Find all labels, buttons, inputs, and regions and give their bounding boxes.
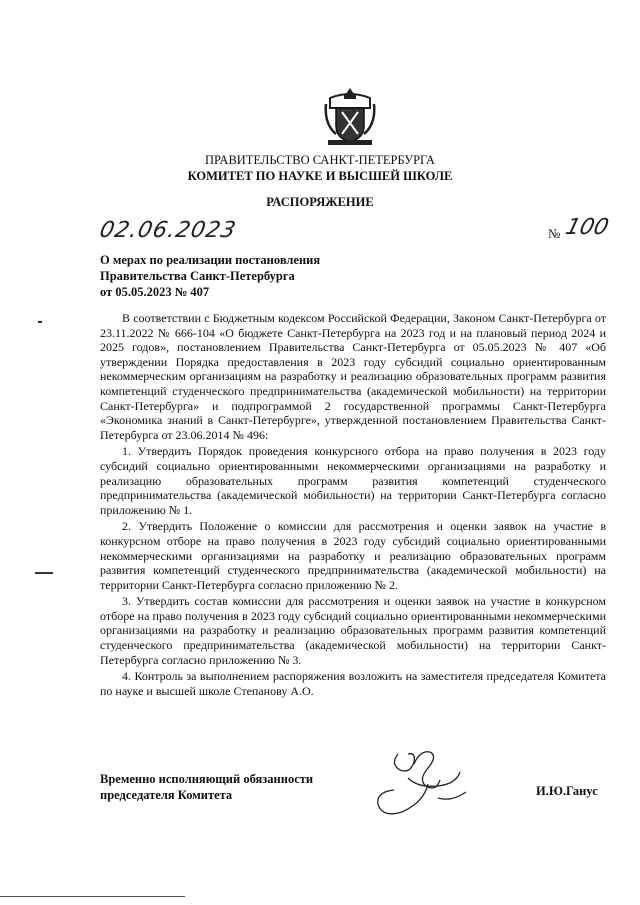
document-type-title: РАСПОРЯЖЕНИЕ bbox=[266, 195, 374, 209]
item-paragraph: 2. Утвердить Положение о комиссии для рассмотрения и оценки заявок на участие в конкурсном отборе на право получения в 2023 году субсидий социально ориентированными некоммерческими организациями на разработку и реализацию образовательных программ развития компетенций студенческого предпринимательства (академической мобильности) на территории Санкт-Петербурга согласно приложению № 2. bbox=[100, 519, 606, 592]
subject-line: Правительства Санкт-Петербурга bbox=[100, 269, 295, 283]
item-paragraph: 3. Утвердить состав комиссии для рассмотрения и оценки заявок на участие в конкурсном отборе на право получения в 2023 году субсидий социально ориентированными некоммерческими организациями на разработку и реализацию образовательных программ развития компетенций студенческого предпринимательства (академической мобильности) на территории Санкт-Петербурга согласно приложению № 3. bbox=[100, 594, 606, 667]
government-title: ПРАВИТЕЛЬСТВО САНКТ-ПЕТЕРБУРГА bbox=[205, 153, 435, 167]
position-line: Временно исполняющий обязанности bbox=[100, 772, 314, 786]
subject-line: О мерах по реализации постановления bbox=[100, 253, 321, 267]
handwritten-number: 100 bbox=[562, 215, 612, 240]
scan-edge-line bbox=[0, 896, 185, 897]
item-paragraph: 4. Контроль за выполнением распоряжения возложить на заместителя председателя Комитета по науке и высшей школе Степанову А.О. bbox=[100, 669, 606, 698]
intro-paragraph: В соответствии с Бюджетным кодексом Российской Федерации, Законом Санкт-Петербурга от 23.11.2022 № 666-104 «О бюджете Санкт-Петербурга на 2023 год и на плановый период 2024 и 2025 годов», постановлением Правительства Санкт-Петербурга от 05.05.2023 № 407 «Об утверждении Порядка предоставления в 2023 году субсидий социально ориентированным некоммерческим организациям на разработку и реализацию образовательных программ развития компетенций студенческого предпринимательства (академической мобильности) на территории Санкт-Петербурга» и подпрограммой 2 государственной программы Санкт-Петербурга «Экономика знаний в Санкт-Петербурге», утвержденной постановлением Правительства Санкт-Петербурга от 23.06.2014 № 496: bbox=[100, 311, 606, 442]
signatory-name: И.Ю.Ганус bbox=[536, 784, 598, 798]
subject-line: от 05.05.2023 № 407 bbox=[100, 285, 210, 299]
coat-of-arms-emblem bbox=[322, 84, 378, 148]
committee-title: КОМИТЕТ ПО НАУКЕ И ВЫСШЕЙ ШКОЛЕ bbox=[187, 169, 453, 183]
position-line: председателя Комитета bbox=[100, 788, 233, 802]
margin-mark bbox=[38, 321, 42, 323]
margin-mark bbox=[35, 572, 53, 574]
item-paragraph: 1. Утвердить Порядок проведения конкурсного отбора на право получения в 2023 году субсидий социально ориентированными некоммерческими организациями на разработку и реализацию образовательных программ развития компетенций студенческого предпринимательства (академической мобильности) на территории Санкт-Петербурга согласно приложению № 1. bbox=[100, 444, 606, 517]
document-subject bbox=[100, 252, 360, 300]
document-body bbox=[100, 311, 606, 700]
handwritten-signature bbox=[368, 740, 488, 820]
number-label: № bbox=[548, 226, 561, 241]
signatory-position bbox=[100, 771, 313, 803]
handwritten-date: 02.06.2023 bbox=[97, 218, 239, 243]
